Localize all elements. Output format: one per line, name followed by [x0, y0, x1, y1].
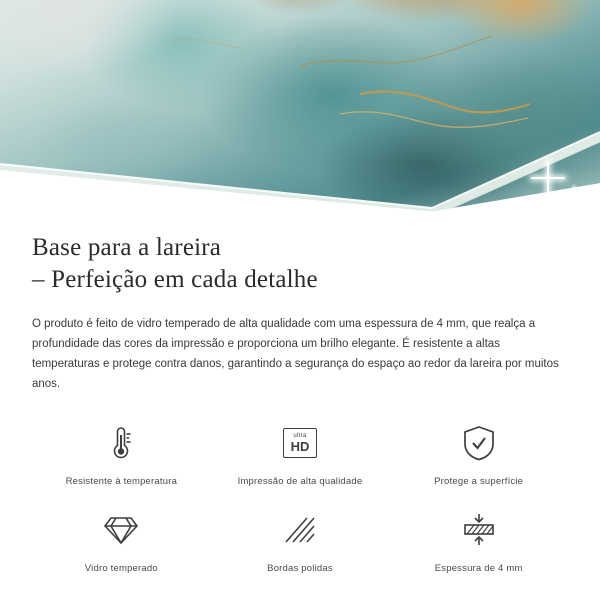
feature-item-thickness [389, 507, 568, 574]
ultra-hd-icon [283, 420, 317, 466]
hero-image [0, 0, 600, 218]
shield-check-icon [462, 420, 496, 466]
thermometer-icon [108, 420, 134, 466]
polished-edges-icon [283, 507, 317, 553]
feature-label: Espessura de 4 mm [434, 563, 523, 574]
ultra-hd-badge-bottom: HD [290, 439, 310, 454]
page-title [32, 232, 568, 296]
product-description: O produto é feito de vidro temperado de alta qualidade com uma espessura de 4 mm, que realça a profundidade das cores da impressão e proporciona um brilho elegante. É resistente a altas temperaturas e protege contra danos, garantindo a segurança do espaço ao redor da lareira por muitos anos. [32, 318, 559, 390]
feature-item-polished-edges [211, 507, 390, 574]
page-title-line-1: Base para a lareira [32, 234, 222, 261]
thickness-icon [459, 507, 499, 553]
feature-label: Impressão de alta qualidade [237, 476, 363, 487]
feature-item-surface-protection [389, 420, 568, 487]
diamond-icon [103, 507, 139, 553]
feature-grid [32, 420, 568, 574]
feature-item-temperature [32, 420, 211, 487]
page-title-line-2: – Perfeição em cada detalhe [32, 266, 318, 293]
feature-item-print-quality [211, 420, 390, 487]
feature-label: Vidro temperado [84, 563, 158, 574]
content-area [0, 218, 600, 574]
feature-item-tempered-glass [32, 507, 211, 574]
feature-label: Protege a superfície [434, 476, 524, 487]
ultra-hd-badge-top: ultra [293, 433, 307, 439]
feature-label: Resistente à temperatura [65, 476, 178, 487]
feature-label: Bordas polidas [267, 563, 333, 574]
